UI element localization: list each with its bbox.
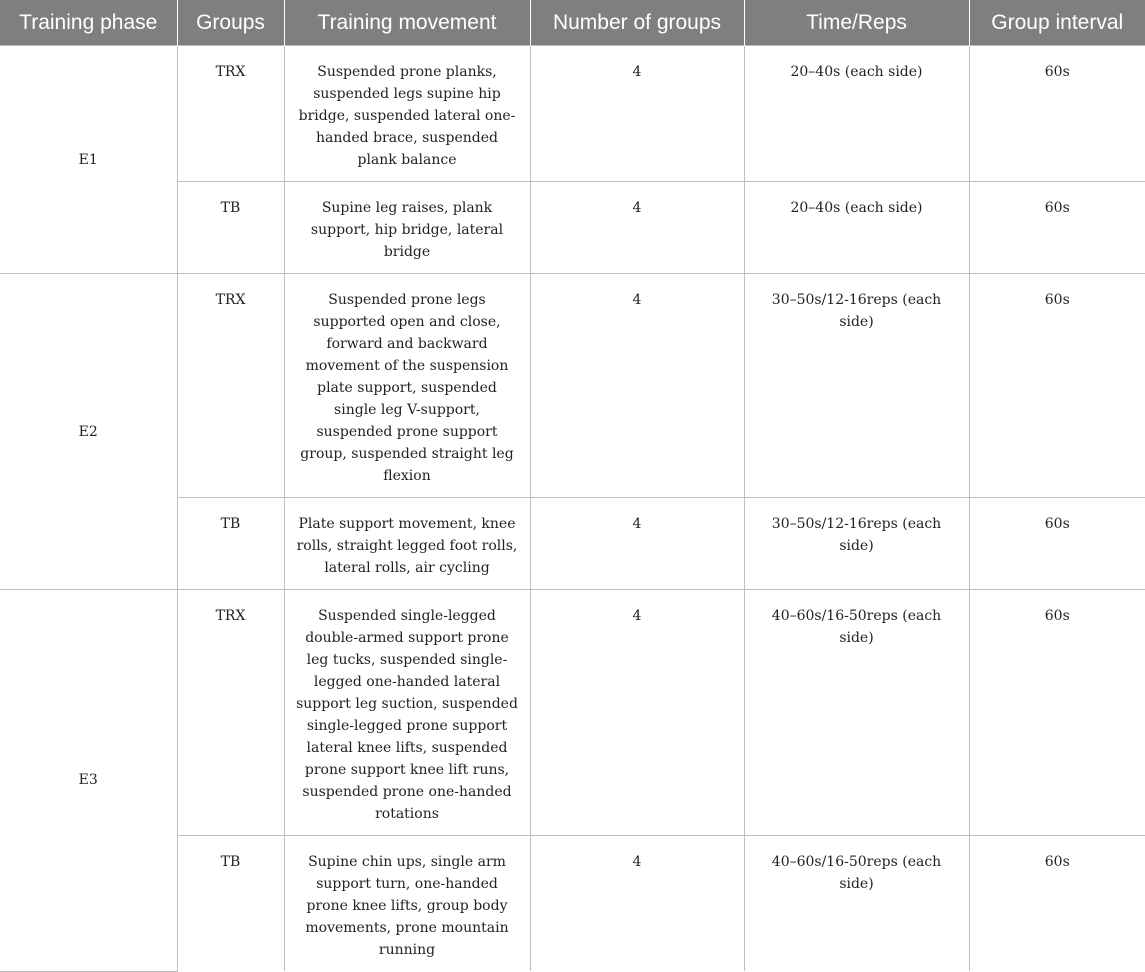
phase-cell: E3 — [0, 590, 177, 972]
interval-cell: 60s — [969, 590, 1145, 836]
interval-cell: 60s — [969, 498, 1145, 590]
time-cell: 30–50s/12-16reps (each side) — [744, 274, 969, 498]
number-cell: 4 — [530, 498, 744, 590]
time-cell: 20–40s (each side) — [744, 46, 969, 182]
interval-cell: 60s — [969, 182, 1145, 274]
number-cell: 4 — [530, 182, 744, 274]
phase-cell: E1 — [0, 46, 177, 274]
movement-cell: Suspended prone legs supported open and close, forward and backward movement of the suspension plate support, suspended single leg V-support, suspended prone support group, suspended straight leg flexion — [284, 274, 530, 498]
time-cell: 20–40s (each side) — [744, 182, 969, 274]
group-cell: TRX — [177, 274, 284, 498]
table-row — [0, 274, 1145, 498]
header-group-interval: Group interval — [969, 0, 1145, 46]
number-cell: 4 — [530, 836, 744, 972]
group-cell: TB — [177, 182, 284, 274]
interval-cell: 60s — [969, 836, 1145, 972]
movement-cell: Plate support movement, knee rolls, straight legged foot rolls, lateral rolls, air cycling — [284, 498, 530, 590]
group-cell: TRX — [177, 590, 284, 836]
header-time-reps: Time/Reps — [744, 0, 969, 46]
interval-cell: 60s — [969, 274, 1145, 498]
group-cell: TRX — [177, 46, 284, 182]
movement-cell: Supine chin ups, single arm support turn, one-handed prone knee lifts, group body movements, prone mountain running — [284, 836, 530, 972]
header-groups: Groups — [177, 0, 284, 46]
time-cell: 40–60s/16-50reps (each side) — [744, 836, 969, 972]
header-number-of-groups: Number of groups — [530, 0, 744, 46]
interval-cell: 60s — [969, 46, 1145, 182]
movement-cell: Supine leg raises, plank support, hip bridge, lateral bridge — [284, 182, 530, 274]
phase-cell: E2 — [0, 274, 177, 590]
movement-cell: Suspended single-legged double-armed support prone leg tucks, suspended single-legged one-handed lateral support leg suction, suspended single-legged prone support lateral knee lifts, suspended prone support knee lift runs, suspended prone one-handed rotations — [284, 590, 530, 836]
table-row — [0, 590, 1145, 836]
number-cell: 4 — [530, 274, 744, 498]
table-row — [0, 46, 1145, 182]
group-cell: TB — [177, 498, 284, 590]
header-row — [0, 0, 1145, 46]
number-cell: 4 — [530, 46, 744, 182]
header-training-phase: Training phase — [0, 0, 177, 46]
number-cell: 4 — [530, 590, 744, 836]
time-cell: 30–50s/12-16reps (each side) — [744, 498, 969, 590]
group-cell: TB — [177, 836, 284, 972]
movement-cell: Suspended prone planks, suspended legs supine hip bridge, suspended lateral one-handed brace, suspended plank balance — [284, 46, 530, 182]
header-training-movement: Training movement — [284, 0, 530, 46]
time-cell: 40–60s/16-50reps (each side) — [744, 590, 969, 836]
